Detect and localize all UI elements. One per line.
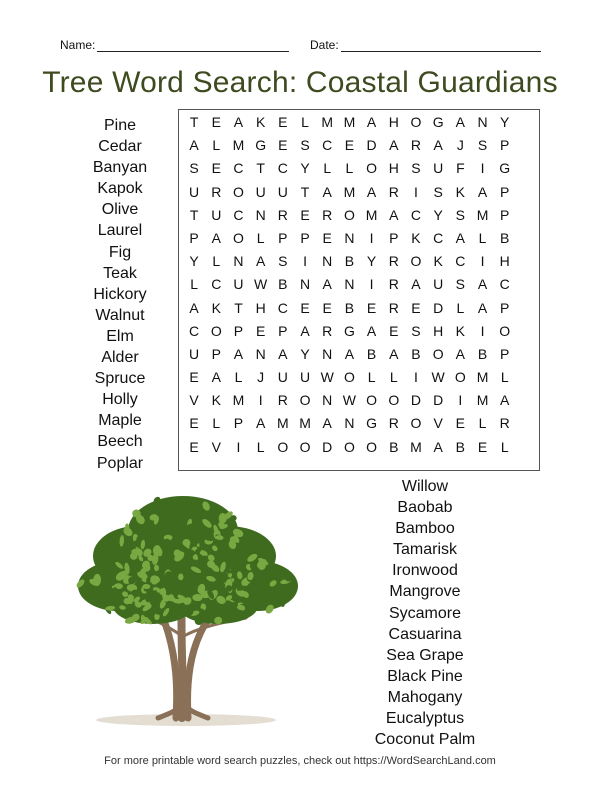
grid-cell[interactable]: A: [233, 114, 244, 130]
grid-cell[interactable]: A: [389, 345, 399, 362]
grid-cell[interactable]: C: [410, 206, 422, 223]
grid-cell[interactable]: L: [500, 369, 509, 386]
grid-cell[interactable]: S: [278, 253, 288, 270]
grid-cell[interactable]: A: [366, 114, 377, 130]
word-list-right: [360, 476, 490, 750]
word-list-item: Poplar: [96, 454, 144, 472]
grid-cell[interactable]: G: [499, 160, 511, 177]
grid-cell[interactable]: N: [322, 392, 333, 409]
word-list-item: Alder: [101, 349, 139, 367]
grid-cell[interactable]: U: [211, 206, 222, 223]
grid-cell[interactable]: A: [189, 299, 199, 316]
word-list-item: Elm: [106, 327, 134, 345]
grid-cell[interactable]: S: [455, 206, 466, 223]
grid-cell[interactable]: E: [477, 438, 488, 455]
word-list-item: Holly: [102, 391, 138, 409]
grid-cell[interactable]: N: [322, 253, 333, 270]
grid-cell[interactable]: A: [189, 137, 199, 154]
grid-cell[interactable]: C: [455, 253, 466, 270]
grid-cell[interactable]: U: [277, 183, 288, 200]
grid-cell[interactable]: N: [255, 206, 266, 223]
grid-cell[interactable]: M: [476, 206, 489, 223]
grid-cell[interactable]: U: [433, 276, 444, 293]
grid-cell[interactable]: N: [233, 253, 244, 270]
name-line[interactable]: [97, 39, 289, 52]
grid-cell[interactable]: P: [500, 206, 510, 223]
grid-cell[interactable]: N: [344, 415, 355, 432]
grid-cell[interactable]: I: [369, 276, 374, 293]
grid-cell[interactable]: W: [320, 369, 334, 386]
grid-cell[interactable]: C: [233, 206, 244, 223]
grid-cell[interactable]: O: [410, 415, 422, 432]
date-field[interactable]: [310, 38, 541, 52]
word-list-item: Maple: [98, 412, 142, 430]
grid-cell[interactable]: E: [411, 299, 421, 316]
grid-cell[interactable]: L: [478, 415, 487, 432]
grid-cell[interactable]: J: [456, 137, 464, 154]
grid-cell[interactable]: M: [476, 392, 489, 409]
word-list-item: Kapok: [97, 180, 143, 198]
grid-cell[interactable]: A: [255, 415, 266, 432]
grid-cell[interactable]: U: [299, 369, 311, 386]
grid-cell[interactable]: P: [189, 229, 199, 246]
grid-cell[interactable]: C: [322, 137, 333, 154]
grid-cell[interactable]: L: [389, 369, 398, 386]
grid-cell[interactable]: B: [411, 345, 421, 362]
grid-cell[interactable]: E: [189, 415, 199, 432]
grid-cell[interactable]: K: [455, 183, 466, 200]
grid-cell[interactable]: L: [323, 160, 332, 177]
grid-cell[interactable]: L: [256, 229, 265, 246]
grid-cell[interactable]: G: [432, 114, 444, 130]
word-list-item: Spruce: [94, 370, 146, 388]
grid-cell[interactable]: P: [500, 345, 510, 362]
grid-row: [179, 228, 539, 249]
grid-cell[interactable]: F: [456, 160, 465, 177]
letter-grid: [178, 109, 540, 471]
grid-cell[interactable]: I: [369, 229, 374, 246]
grid-cell[interactable]: T: [256, 160, 265, 177]
grid-cell[interactable]: O: [410, 114, 422, 130]
grid-cell[interactable]: A: [477, 299, 488, 316]
grid-cell[interactable]: O: [299, 392, 311, 409]
grid-cell[interactable]: N: [344, 276, 355, 293]
grid-row: [179, 182, 539, 203]
grid-cell[interactable]: L: [212, 415, 221, 432]
grid-row: [179, 298, 539, 319]
grid-cell[interactable]: G: [366, 415, 378, 432]
grid-cell[interactable]: Y: [366, 253, 377, 270]
grid-cell[interactable]: P: [389, 229, 399, 246]
grid-cell[interactable]: I: [480, 160, 485, 177]
grid-cell[interactable]: A: [500, 392, 510, 409]
word-list-item: Tamarisk: [392, 541, 457, 559]
grid-cell[interactable]: K: [433, 253, 443, 270]
word-list-item: Coconut Palm: [374, 731, 476, 749]
grid-cell[interactable]: A: [389, 137, 399, 154]
grid-cell[interactable]: R: [277, 206, 288, 223]
word-list-item: Olive: [101, 201, 139, 219]
grid-cell[interactable]: O: [343, 438, 355, 455]
grid-cell[interactable]: R: [410, 137, 422, 154]
grid-cell[interactable]: E: [278, 114, 288, 130]
grid-cell[interactable]: I: [480, 322, 485, 339]
grid-cell[interactable]: R: [388, 183, 399, 200]
grid-cell[interactable]: Y: [300, 345, 310, 362]
grid-cell[interactable]: E: [300, 299, 310, 316]
grid-cell[interactable]: N: [322, 345, 333, 362]
grid-row: [179, 413, 539, 434]
grid-row: [179, 112, 539, 133]
word-list-item: Pine: [103, 117, 137, 134]
grid-cell[interactable]: N: [477, 114, 488, 130]
word-list-item: Teak: [103, 264, 137, 282]
grid-cell[interactable]: R: [277, 392, 288, 409]
grid-cell[interactable]: L: [190, 276, 198, 293]
grid-cell[interactable]: K: [255, 114, 266, 130]
grid-cell[interactable]: M: [343, 183, 356, 200]
grid-cell[interactable]: T: [189, 114, 199, 130]
grid-cell[interactable]: N: [344, 229, 355, 246]
grid-cell[interactable]: A: [344, 345, 355, 362]
grid-cell[interactable]: M: [321, 114, 334, 130]
grid-cell[interactable]: A: [278, 345, 288, 362]
grid-cell[interactable]: H: [433, 322, 444, 339]
grid-cell[interactable]: L: [256, 438, 265, 455]
grid-cell[interactable]: S: [411, 160, 421, 177]
grid-cell[interactable]: O: [210, 322, 222, 339]
grid-cell[interactable]: D: [366, 137, 377, 154]
grid-cell[interactable]: C: [433, 229, 444, 246]
grid-cell[interactable]: I: [458, 392, 463, 409]
grid-cell[interactable]: A: [366, 322, 377, 339]
grid-cell[interactable]: U: [255, 183, 266, 200]
word-list-item: Cedar: [98, 138, 142, 156]
grid-cell[interactable]: A: [433, 438, 443, 455]
grid-cell[interactable]: A: [211, 369, 221, 386]
word-list-item: Fig: [108, 243, 132, 261]
grid-row: [179, 437, 539, 458]
grid-cell[interactable]: U: [277, 369, 288, 386]
word-list-item: Banyan: [92, 159, 148, 177]
grid-cell[interactable]: D: [433, 392, 444, 409]
word-list-item: Ironwood: [392, 562, 458, 580]
grid-row: [179, 367, 539, 388]
grid-cell[interactable]: Y: [433, 206, 443, 223]
grid-row: [179, 251, 539, 272]
grid-cell[interactable]: G: [343, 322, 355, 339]
grid-cell[interactable]: R: [499, 415, 510, 432]
grid-cell[interactable]: L: [301, 114, 309, 130]
grid-cell[interactable]: D: [410, 392, 422, 409]
grid-cell[interactable]: H: [255, 299, 266, 316]
grid-cell[interactable]: E: [189, 438, 199, 455]
grid-row: [179, 158, 539, 179]
grid-cell[interactable]: A: [322, 183, 332, 200]
grid-cell[interactable]: C: [499, 276, 510, 293]
grid-cell[interactable]: M: [232, 137, 245, 154]
grid-cell[interactable]: W: [342, 392, 357, 409]
grid-cell[interactable]: A: [322, 276, 332, 293]
grid-cell[interactable]: C: [233, 160, 244, 177]
grid-cell[interactable]: P: [278, 229, 288, 246]
grid-cell[interactable]: O: [388, 392, 400, 409]
grid-cell[interactable]: H: [499, 253, 510, 270]
grid-row: [179, 205, 539, 226]
grid-cell[interactable]: C: [277, 299, 288, 316]
grid-cell[interactable]: Y: [189, 253, 199, 270]
grid-cell[interactable]: A: [455, 229, 466, 246]
word-list-item: Black Pine: [387, 667, 463, 685]
grid-cell[interactable]: A: [211, 229, 221, 246]
grid-cell[interactable]: H: [388, 160, 399, 177]
grid-cell[interactable]: S: [433, 183, 443, 200]
grid-cell[interactable]: L: [478, 229, 487, 246]
grid-cell[interactable]: B: [389, 438, 399, 455]
date-line[interactable]: [341, 39, 541, 52]
word-list-item: Eucalyptus: [385, 710, 465, 728]
grid-cell[interactable]: R: [388, 253, 399, 270]
grid-cell[interactable]: E: [366, 299, 377, 316]
grid-cell[interactable]: E: [455, 415, 466, 432]
word-list-item: Bamboo: [395, 520, 455, 538]
grid-cell[interactable]: O: [410, 253, 422, 270]
word-list-item: Mahogany: [387, 688, 463, 706]
grid-cell[interactable]: S: [411, 322, 421, 339]
grid-cell[interactable]: A: [477, 276, 488, 293]
date-label: Date:: [310, 38, 339, 52]
grid-cell[interactable]: L: [345, 160, 354, 177]
grid-cell[interactable]: N: [255, 345, 266, 362]
grid-cell[interactable]: L: [212, 253, 221, 270]
grid-cell[interactable]: E: [300, 206, 310, 223]
grid-cell[interactable]: L: [367, 369, 376, 386]
grid-cell[interactable]: P: [278, 322, 288, 339]
grid-cell[interactable]: Y: [300, 160, 310, 177]
grid-cell[interactable]: K: [455, 322, 466, 339]
grid-cell[interactable]: A: [233, 345, 244, 362]
grid-cell[interactable]: E: [389, 322, 399, 339]
grid-cell[interactable]: I: [480, 253, 485, 270]
grid-cell[interactable]: M: [299, 415, 311, 432]
grid-cell[interactable]: L: [212, 137, 221, 154]
grid-row: [179, 344, 539, 365]
word-list-left: [80, 115, 160, 474]
grid-cell[interactable]: O: [499, 322, 511, 339]
grid-cell[interactable]: S: [477, 137, 488, 154]
grid-row: [179, 274, 539, 295]
grid-cell[interactable]: W: [431, 369, 445, 386]
grid-cell[interactable]: N: [299, 276, 311, 293]
grid-cell[interactable]: B: [366, 345, 377, 362]
grid-cell[interactable]: L: [234, 369, 243, 386]
grid-cell[interactable]: I: [258, 392, 263, 409]
foliage: [75, 495, 299, 625]
grid-cell[interactable]: K: [411, 229, 421, 246]
grid-cell[interactable]: C: [189, 322, 200, 339]
word-list-item: Willow: [401, 478, 449, 495]
grid-cell[interactable]: H: [388, 114, 399, 130]
grid-cell[interactable]: D: [322, 438, 333, 455]
grid-cell[interactable]: O: [366, 438, 378, 455]
grid-cell[interactable]: P: [500, 183, 510, 200]
word-list-item: Mangrove: [389, 583, 461, 601]
grid-cell[interactable]: P: [500, 299, 510, 316]
grid-cell[interactable]: E: [322, 299, 332, 316]
grid-cell[interactable]: L: [456, 299, 465, 316]
grid-cell[interactable]: A: [255, 253, 266, 270]
grid-cell[interactable]: O: [277, 438, 289, 455]
grid-cell[interactable]: O: [432, 345, 444, 362]
word-list-item: Casuarina: [388, 625, 462, 643]
grid-cell[interactable]: C: [211, 276, 222, 293]
grid-cell[interactable]: E: [255, 322, 266, 339]
grid-cell[interactable]: S: [300, 137, 310, 154]
word-list-item: Walnut: [95, 306, 145, 324]
grid-cell[interactable]: T: [300, 183, 310, 200]
grid-cell[interactable]: O: [366, 160, 378, 177]
grid-cell[interactable]: O: [233, 183, 244, 200]
grid-cell[interactable]: I: [303, 253, 307, 270]
grid-cell[interactable]: T: [189, 206, 199, 223]
grid-cell[interactable]: L: [500, 438, 509, 455]
grid-cell[interactable]: K: [211, 299, 221, 316]
word-list-item: Baobab: [397, 499, 453, 517]
grid-cell[interactable]: B: [344, 299, 355, 316]
grid-cell[interactable]: T: [234, 299, 243, 316]
grid-cell[interactable]: K: [211, 392, 221, 409]
grid-cell[interactable]: A: [366, 183, 377, 200]
grid-cell[interactable]: U: [189, 183, 200, 200]
grid-cell[interactable]: V: [433, 415, 443, 432]
grid-row: [179, 390, 539, 411]
name-label: Name:: [60, 38, 96, 52]
grid-cell[interactable]: B: [500, 229, 510, 246]
grid-cell[interactable]: O: [343, 369, 355, 386]
footer-text: For more printable word search puzzles, check out https://WordSearchLand.com: [104, 755, 496, 767]
grid-cell[interactable]: M: [476, 369, 489, 386]
grid-cell[interactable]: R: [322, 206, 333, 223]
grid-cell[interactable]: W: [254, 276, 268, 293]
grid-cell[interactable]: E: [344, 137, 355, 154]
grid-cell[interactable]: R: [322, 322, 333, 339]
grid-cell[interactable]: I: [414, 369, 418, 386]
grid-cell[interactable]: A: [455, 345, 466, 362]
grid-cell[interactable]: O: [366, 392, 378, 409]
grid-cell[interactable]: E: [322, 229, 332, 246]
word-list-item: Beech: [97, 433, 143, 451]
grid-cell[interactable]: A: [477, 183, 488, 200]
grid-cell[interactable]: B: [344, 253, 355, 270]
grid-cell[interactable]: P: [500, 137, 510, 154]
grid-cell[interactable]: I: [414, 183, 418, 200]
grid-cell[interactable]: P: [300, 229, 310, 246]
word-list-item: Laurel: [97, 222, 143, 240]
page-title: Tree Word Search: Coastal Guardians: [42, 66, 558, 99]
grid-cell[interactable]: R: [388, 276, 399, 293]
grid-cell[interactable]: V: [189, 392, 199, 409]
grid-cell[interactable]: M: [232, 392, 245, 409]
grid-cell[interactable]: E: [189, 369, 199, 386]
word-list-item: Sycamore: [388, 604, 462, 622]
grid-row: [179, 321, 539, 342]
grid-cell[interactable]: B: [477, 345, 488, 362]
grid-cell[interactable]: U: [189, 345, 200, 362]
grid-cell[interactable]: B: [278, 276, 288, 293]
grid-cell[interactable]: O: [233, 229, 244, 246]
grid-cell[interactable]: A: [455, 114, 466, 130]
grid-cell[interactable]: B: [455, 438, 466, 455]
grid-cell[interactable]: S: [189, 160, 199, 177]
grid-cell[interactable]: E: [211, 114, 221, 130]
grid-cell[interactable]: R: [388, 415, 399, 432]
grid-row: [179, 135, 539, 156]
grid-cell[interactable]: M: [277, 415, 289, 432]
grid-cell[interactable]: M: [410, 438, 422, 455]
grid-cell[interactable]: P: [211, 345, 221, 362]
grid-cell[interactable]: A: [411, 276, 421, 293]
name-field[interactable]: [60, 38, 289, 52]
grid-cell[interactable]: J: [257, 369, 265, 386]
grid-cell[interactable]: A: [389, 206, 399, 223]
grid-cell[interactable]: E: [211, 160, 221, 177]
grid-cell[interactable]: C: [277, 160, 288, 177]
grid-cell[interactable]: M: [343, 114, 356, 130]
grid-cell[interactable]: A: [433, 137, 443, 154]
tree-illustration: [58, 486, 308, 731]
grid-cell[interactable]: O: [343, 206, 355, 223]
grid-cell[interactable]: R: [211, 183, 222, 200]
word-list-item: Sea Grape: [386, 646, 464, 664]
grid-cell[interactable]: R: [388, 299, 399, 316]
grid-cell[interactable]: O: [299, 438, 311, 455]
grid-cell[interactable]: A: [300, 322, 310, 339]
grid-cell[interactable]: E: [278, 137, 288, 154]
grid-cell[interactable]: G: [255, 137, 267, 154]
grid-cell[interactable]: I: [236, 438, 241, 455]
grid-cell[interactable]: U: [433, 160, 444, 177]
grid-cell[interactable]: S: [455, 276, 466, 293]
grid-cell[interactable]: O: [454, 369, 466, 386]
word-list-item: Hickory: [93, 285, 147, 303]
grid-cell[interactable]: M: [365, 206, 378, 223]
grid-cell[interactable]: A: [322, 415, 332, 432]
grid-cell[interactable]: U: [233, 276, 244, 293]
grid-cell[interactable]: V: [211, 438, 221, 455]
grid-cell[interactable]: P: [233, 415, 244, 432]
grid-cell[interactable]: D: [433, 299, 444, 316]
grid-cell[interactable]: Y: [500, 114, 510, 130]
grid-cell[interactable]: P: [233, 322, 244, 339]
